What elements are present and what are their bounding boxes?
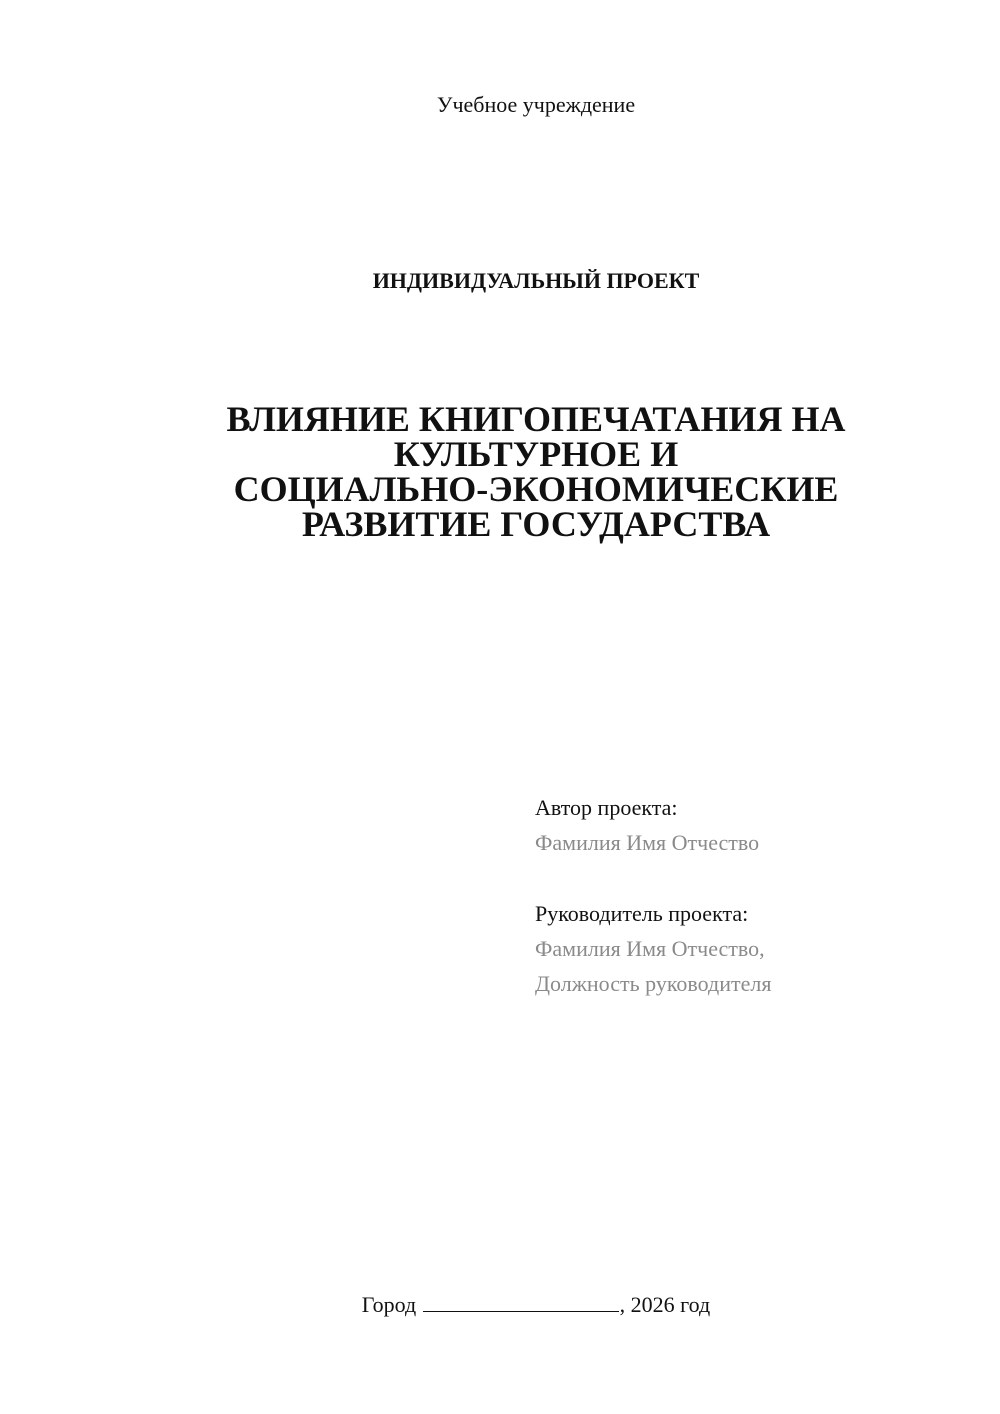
title-line-3: СОЦИАЛЬНО-ЭКОНОМИЧЕСКИЕ [233,469,839,509]
year-text: , 2026 год [619,1292,711,1317]
city-blank-line [423,1291,619,1312]
title-line-1: ВЛИЯНИЕ КНИГОПЕЧАТАНИЯ НА [226,399,846,439]
author-name: Фамилия Имя Отчество [535,830,760,855]
project-title [0,399,1000,544]
supervisor-name: Фамилия Имя Отчество, [535,936,765,961]
project-info [535,790,975,1001]
institution-name: Учебное учреждение [436,92,636,117]
title-line-2: КУЛЬТУРНОЕ И [393,434,679,474]
footer-city-year [0,1291,1000,1319]
author-label: Автор проекта: [535,795,678,820]
info-spacer [535,860,975,896]
supervisor-label: Руководитель проекта: [535,901,749,926]
city-label: Город [361,1292,417,1317]
supervisor-position: Должность руководителя [535,971,772,996]
title-line-4: РАЗВИТИЕ ГОСУДАРСТВА [301,504,771,544]
document-type: ИНДИВИДУАЛЬНЫЙ ПРОЕКТ [372,268,700,293]
